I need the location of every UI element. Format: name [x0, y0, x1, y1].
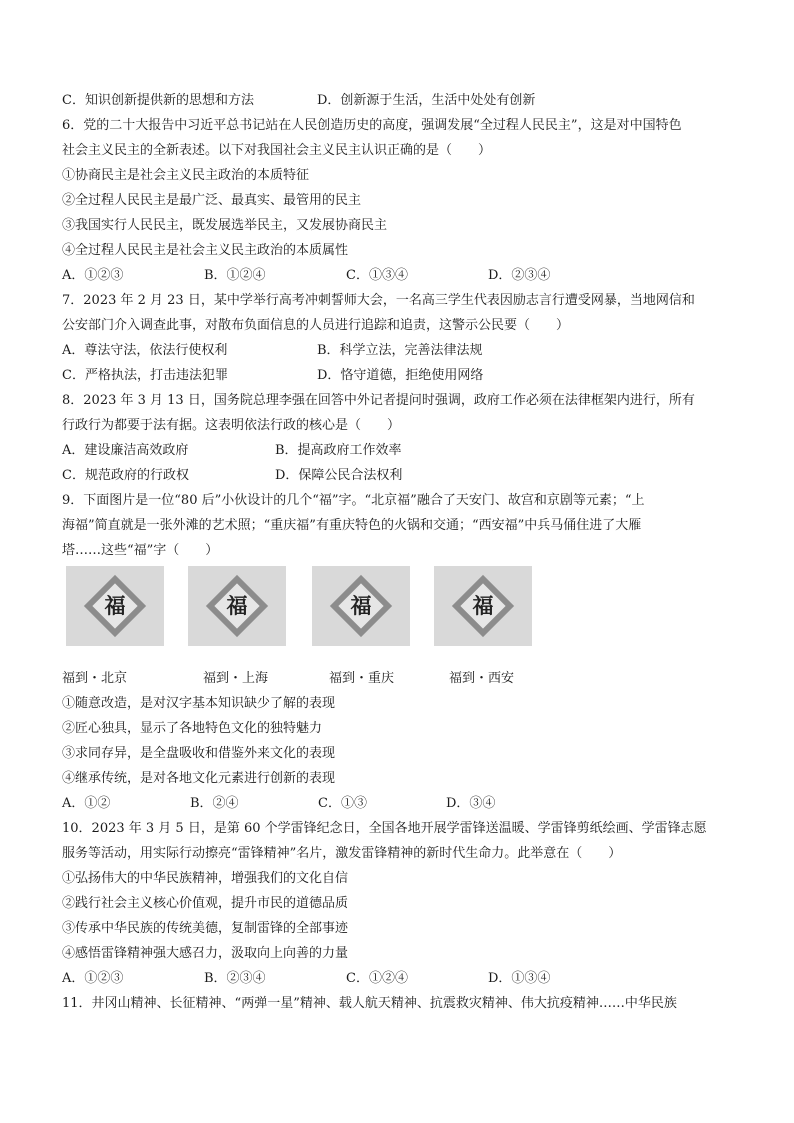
q6-stem-line: 6．党的二十大报告中习近平总书记站在人民创造历史的高度，强调发展“全过程人民民主”，这是对中国特色 [62, 118, 682, 133]
q9-stem-line: 塔……这些“福”字（ ） [62, 543, 219, 558]
caption-beijing: 福到・北京 [62, 671, 128, 686]
fu-image-captions [62, 666, 742, 691]
fu-shanghai-image: 福 [188, 566, 286, 646]
question-11 [62, 991, 742, 1016]
fu-chongqing-image: 福 [312, 566, 410, 646]
q8-options-row [62, 463, 742, 488]
caption-shanghai: 福到・上海 [203, 671, 269, 686]
q8-option-b: B．提高政府工作效率 [275, 443, 402, 458]
q9-stem-line: 9．下面图片是一位“80 后”小伙设计的几个“福”字。“北京福”融合了天安门、故宫和京剧等元素；“上 [62, 493, 645, 508]
q6-option-d: D．②③④ [488, 268, 551, 283]
q6-item: ③我国实行人民民主，既发展选举民主，又发展协商民主 [62, 218, 388, 233]
q7-options-row [62, 363, 742, 388]
caption-chongqing: 福到・重庆 [329, 671, 395, 686]
q7-stem-line: 7．2023 年 2 月 23 日，某中学举行高考冲刺誓师大会，一名高三学生代表因励志言行遭受网暴，当地网信和 [62, 293, 695, 308]
fu-xian-image: 福 [434, 566, 532, 646]
q8-options-row [62, 438, 742, 463]
q11-stem-line: 11．井冈山精神、长征精神、“两弹一星”精神、载人航天精神、抗震救灾精神、伟大抗疫精神……中华民族 [62, 996, 677, 1011]
q9-item: ②匠心独具，显示了各地特色文化的独特魅力 [62, 721, 323, 736]
q9-item: ③求同存异，是全盘吸收和借鉴外来文化的表现 [62, 746, 336, 761]
q8-option-a: A．建设廉洁高效政府 [62, 443, 189, 458]
fu-beijing-image: 福 [66, 566, 164, 646]
q7-option-d: D．恪守道德，拒绝使用网络 [317, 368, 484, 383]
q9-option-d: D．③④ [446, 796, 496, 811]
q10-option-d: D．①③④ [488, 971, 551, 986]
exam-page [62, 88, 742, 1016]
q8-option-c: C．规范政府的行政权 [62, 468, 189, 483]
q10-item: ②践行社会主义核心价值观，提升市民的道德品质 [62, 896, 349, 911]
q10-item: ④感悟雷锋精神强大感召力，汲取向上向善的力量 [62, 946, 349, 961]
q9-option-a: A．①② [62, 796, 111, 811]
q9-options [62, 791, 742, 816]
q8-option-d: D．保障公民合法权利 [275, 468, 403, 483]
caption-xian: 福到・西安 [449, 671, 515, 686]
q5-options [62, 88, 742, 113]
q9-option-b: B．②④ [190, 796, 239, 811]
question-9 [62, 488, 742, 816]
q7-option-b: B．科学立法，完善法律法规 [317, 343, 483, 358]
q10-option-c: C．①②④ [346, 971, 408, 986]
q8-stem-line: 8．2023 年 3 月 13 日，国务院总理李强在回答中外记者提问时强调，政府工作必须在法律框架内进行，所有 [62, 393, 695, 408]
q7-options-row [62, 338, 742, 363]
q10-option-a: A．①②③ [62, 971, 124, 986]
q9-item: ④继承传统，是对各地文化元素进行创新的表现 [62, 771, 336, 786]
q6-item: ①协商民主是社会主义民主政治的本质特征 [62, 168, 310, 183]
q6-option-c: C．①③④ [346, 268, 408, 283]
q10-stem-line: 10．2023 年 3 月 5 日，是第 60 个学雷锋纪念日，全国各地开展学雷锋送温暖、学雷锋剪纸绘画、学雷锋志愿 [62, 821, 707, 836]
q6-option-a: A．①②③ [62, 268, 124, 283]
question-8 [62, 388, 742, 488]
q7-option-a: A．尊法守法，依法行使权利 [62, 343, 228, 358]
q6-item: ④全过程人民民主是社会主义民主政治的本质属性 [62, 243, 349, 258]
q6-options [62, 263, 742, 288]
q6-item: ②全过程人民民主是最广泛、最真实、最管用的民主 [62, 193, 362, 208]
q10-options [62, 966, 742, 991]
q7-option-c: C．严格执法，打击违法犯罪 [62, 368, 228, 383]
fu-character-images [62, 566, 742, 662]
q6-option-b: B．①②④ [204, 268, 266, 283]
q10-stem-line: 服务等活动，用实际行动擦亮“雷锋精神”名片，激发雷锋精神的新时代生命力。此举意在（ ） [62, 846, 622, 861]
q7-stem-line: 公安部门介入调查此事，对散布负面信息的人员进行追踪和追责，这警示公民要（ ） [62, 318, 570, 333]
q5-option-d: D．创新源于生活，生活中处处有创新 [317, 93, 536, 108]
question-10 [62, 816, 742, 991]
question-7 [62, 288, 742, 388]
q9-option-c: C．①③ [318, 796, 367, 811]
q10-item: ③传承中华民族的传统美德，复制雷锋的全部事迹 [62, 921, 349, 936]
question-6 [62, 113, 742, 288]
q9-stem-line: 海福”简直就是一张外滩的艺术照；“重庆福”有重庆特色的火锅和交通；“西安福”中兵马俑住进了大雁 [62, 518, 642, 533]
q10-option-b: B．②③④ [204, 971, 266, 986]
q6-stem-line: 社会主义民主的全新表述。以下对我国社会主义民主认识正确的是（ ） [62, 143, 492, 158]
q10-item: ①弘扬伟大的中华民族精神，增强我们的文化自信 [62, 871, 349, 886]
q9-item: ①随意改造，是对汉字基本知识缺少了解的表现 [62, 696, 336, 711]
q8-stem-line: 行政行为都要于法有据。这表明依法行政的核心是（ ） [62, 418, 401, 433]
q5-option-c: C．知识创新提供新的思想和方法 [62, 93, 254, 108]
